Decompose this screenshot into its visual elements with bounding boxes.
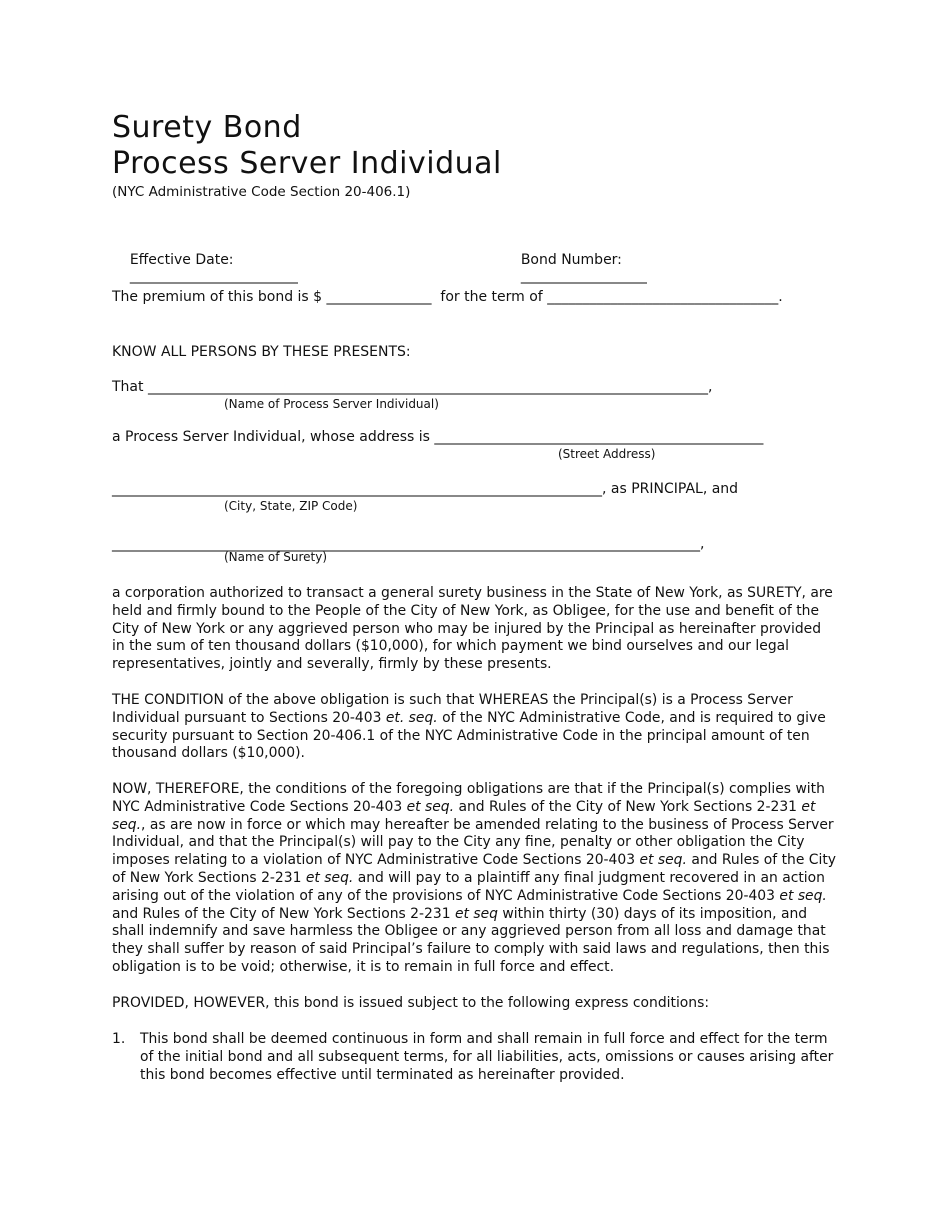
bond-number-label: Bond Number: [520, 252, 622, 268]
principal-name-caption: (Name of Process Server Individual) [224, 397, 439, 411]
surety-name-line: ____________________________________________________________________________________, [112, 536, 705, 552]
document-title: Surety Bond [112, 110, 302, 145]
city-state-zip-caption: (City, State, ZIP Code) [224, 499, 358, 513]
street-address-caption: (Street Address) [558, 447, 656, 461]
bond-number-blank: __________________ [520, 268, 647, 284]
document-subtitle: Process Server Individual [112, 146, 502, 181]
list-item: This bond shall be deemed continuous in form and shall remain in full force and effect for the term of the initial bond and all subsequent terms, for all liabilities, acts, omissions or causes arising after this bond becomes effective until terminated as hereinafter provided. [140, 1031, 834, 1083]
street-address-line: a Process Server Individual, whose address is _______________________________________________ [112, 429, 764, 445]
premium-line: The premium of this bond is $ _______________ for the term of _________________________________. [112, 289, 783, 305]
condition-paragraph: THE CONDITION of the above obligation is such that WHEREAS the Principal(s) is a Process Server Individual pursuant to Sections 20-403 et. seq. of the NYC Administrative Code, and is required to give security pursuant to Section 20-406.1 of the NYC Administrative Code in the principal amount of ten thousand dollars ($10,000). [112, 692, 826, 762]
provided-however-paragraph: PROVIDED, HOWEVER, this bond is issued subject to the following express conditions: [112, 995, 710, 1011]
principal-name-line: That ________________________________________________________________________________, [112, 379, 713, 395]
effective-date-blank: ________________________ [129, 268, 298, 284]
obligation-paragraph: a corporation authorized to transact a general surety business in the State of New York, as SURETY, are held and firmly bound to the People of the City of New York, as Obligee, for the use and benefit of the City of New York or any aggrieved person who may be injured by the Principal as hereinafter provided in the sum of ten thousand dollars ($10,000), for which payment we bind ourselves and our legal representatives, jointly and severally, firmly by these presents. [112, 585, 833, 673]
now-therefore-paragraph: NOW, THEREFORE, the conditions of the foregoing obligations are that if the Principal(s) complies with NYC Administrative Code Sections 20-403 et seq. and Rules of the City of New York Sections 2-231 et seq., as are now in force or which may hereafter be amended relating to the business of Process Server Individual, and that the Principal(s) will pay to the City any fine, penalty or other obligation the City imposes relating to a violation of NYC Administrative Code Sections 20-403 et seq. and Rules of the City of New York Sections 2-231 et seq. and will pay to a plaintiff any final judgment recovered in an action arising out of the violation of any of the provisions of NYC Administrative Code Sections 20-403 et seq. and Rules of the City of New York Sections 2-231 et seq within thirty (30) days of its imposition, and shall indemnify and save harmless the Obligee or any aggrieved person from all loss and damage that they shall suffer by reason of said Principal’s failure to comply with said laws and regulations, then this obligation is to be void; otherwise, it is to remain in full force and effect. [112, 781, 837, 975]
code-citation: (NYC Administrative Code Section 20-406.1) [112, 184, 411, 200]
surety-name-caption: (Name of Surety) [224, 550, 328, 564]
list-item-number: 1. [112, 1031, 126, 1047]
effective-date-label: Effective Date: [129, 252, 234, 268]
know-all-heading: KNOW ALL PERSONS BY THESE PRESENTS: [112, 344, 411, 360]
city-state-zip-line: ______________________________________________________________________, as PRINCIPAL, and [112, 481, 739, 497]
